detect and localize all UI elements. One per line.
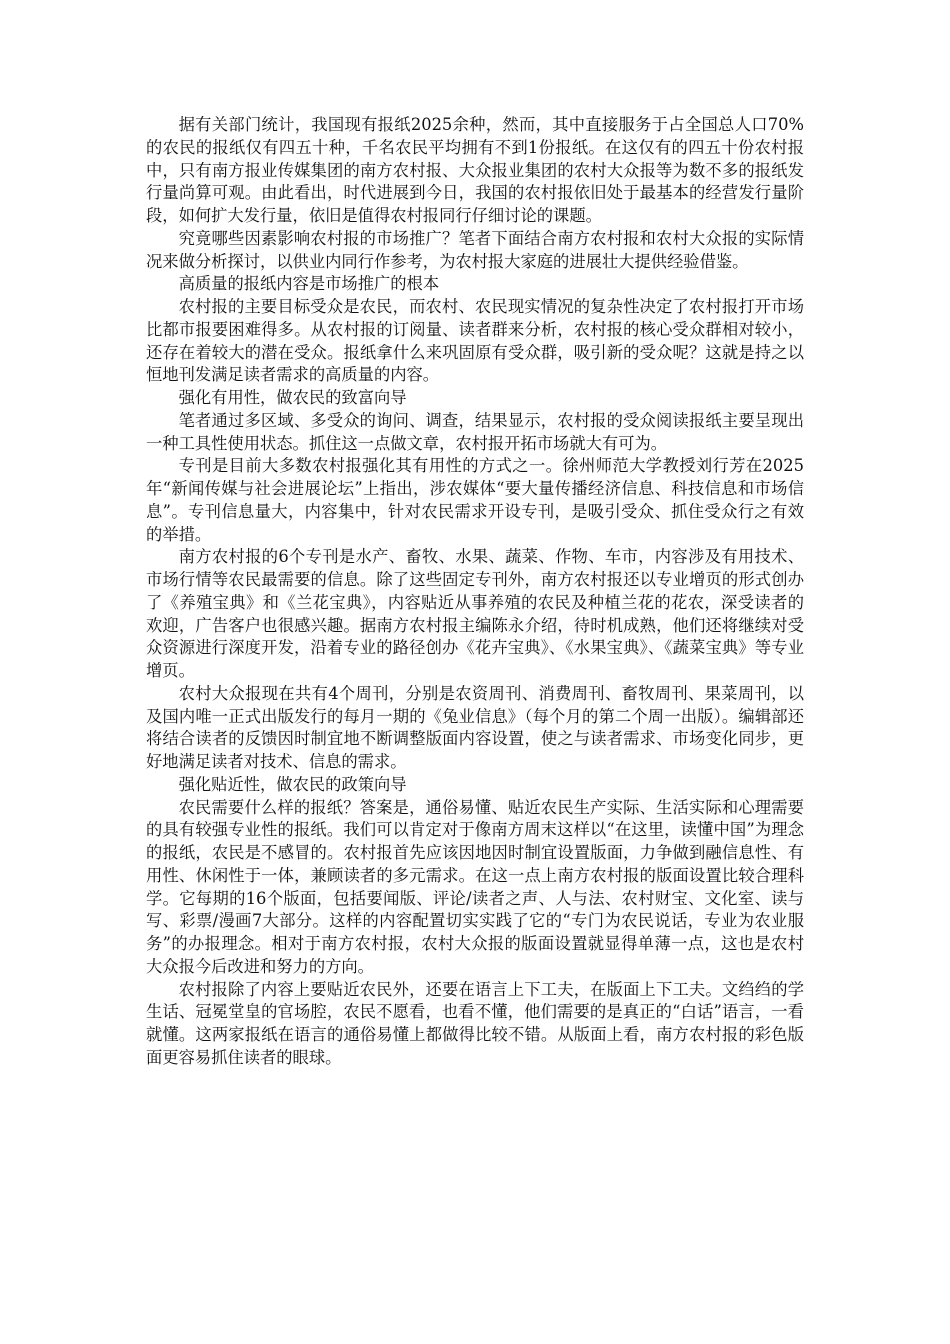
paragraph-layout-design: 农民需要什么样的报纸？答案是，通俗易懂、贴近农民生产实际、生活实际和心理需要的具有较强专业性的报纸。我们可以肯定对于像南方周末这样以“在这里，读懂中国”为理念的报纸，农民是不感冒的。农村报首先应该因地因时制宜设置版面，力争做到融信息性、有用性、休闲性于一体，兼顾读者的多元需求。在这一点上南方农村报的版面设置比较合理科学。它每期的16个版面，包括要闻版、评论/读者之声、人与法、农村财宝、文化室、读与写、彩票/漫画7大部分。这样的内容配置切实实践了它的“专门为农民说话，专业为农业服务”的办报理念。相对于南方农村报，农村大众报的版面设置就显得单薄一点，这也是农村大众报今后改进和努力的方向。	[146, 797, 804, 976]
paragraph-intro-statistics: 据有关部门统计，我国现有报纸2025余种，然而，其中直接服务于占全国总人口70%的农民的报纸仅有四五十种，千名农民平均拥有不到1份报纸。在这仅有的四五十份农村报中，只有南方报业传媒集团的南方农村报、大众报业集团的农村大众报等为数不多的报纸发行量尚算可观。由此看出，时代进展到今日，我国的农村报依旧处于最基本的经营发行量阶段，如何扩大发行量，依旧是值得农村报同行仔细讨论的课题。	[146, 115, 804, 225]
paragraph-target-audience: 农村报的主要目标受众是农民，而农村、农民现实情况的复杂性决定了农村报打开市场比都市报要困难得多。从农村报的订阅量、读者群来分析，农村报的核心受众群相对较小，还存在着较大的潜在受众。报纸拿什么来巩固原有受众群，吸引新的受众呢？这就是持之以恒地刊发满足读者需求的高质量的内容。	[146, 297, 804, 385]
document-body	[146, 114, 804, 1070]
section-heading-usefulness: 强化有用性，做农民的致富向导	[178, 388, 407, 407]
section-heading-relevance: 强化贴近性，做农民的政策向导	[178, 774, 407, 794]
paragraph-survey-results: 笔者通过多区域、多受众的询问、调查，结果显示，农村报的受众阅读报纸主要呈现出一种工具性使用状态。抓住这一点做文章，农村报开拓市场就大有可为。	[146, 410, 804, 453]
section-heading-quality-content: 高质量的报纸内容是市场推广的根本	[178, 274, 440, 294]
paragraph-special-issues: 专刊是目前大多数农村报强化其有用性的方式之一。徐州师范大学教授刘行芳在2025年“新闻传媒与社会进展论坛”上指出，涉农媒体“要大量传播经济信息、科技信息和市场信息”。专刊信息量大，内容集中，针对农民需求开设专刊，是吸引受众、抓住受众行之有效的举措。	[146, 456, 804, 544]
paragraph-language-style: 农村报除了内容上要贴近农民外，还要在语言上下工夫，在版面上下工夫。文绉绉的学生话、冠冕堂皇的官场腔，农民不愿看，也看不懂，他们需要的是真正的“白话”语言，一看就懂。这两家报纸在语言的通俗易懂上都做得比较不错。从版面上看，南方农村报的彩色版面更容易抓住读者的眼球。	[146, 979, 804, 1067]
paragraph-research-question: 究竟哪些因素影响农村报的市场推广？笔者下面结合南方农村报和农村大众报的实际情况来做分析探讨，以供业内同行作参考，为农村报大家庭的进展壮大提供经验借鉴。	[146, 228, 804, 271]
paragraph-nanfang-specials: 南方农村报的6个专刊是水产、畜牧、水果、蔬菜、作物、车市，内容涉及有用技术、市场行情等农民最需要的信息。除了这些固定专刊外，南方农村报还以专业增页的形式创办了《养殖宝典》和《兰花宝典》，内容贴近从事养殖的农民及种植兰花的花农，深受读者的欢迎，广告客户也很感兴趣。据南方农村报主编陈永介绍，待时机成熟，他们还将继续对受众资源进行深度开发，沿着专业的路径创办《花卉宝典》、《水果宝典》、《蔬菜宝典》等专业增页。	[146, 547, 804, 680]
paragraph-dazhong-weeklies: 农村大众报现在共有4个周刊，分别是农资周刊、消费周刊、畜牧周刊、果菜周刊，以及国内唯一正式出版发行的每月一期的《兔业信息》（每个月的第二个周一出版）。编辑部还将结合读者的反馈因时制宜地不断调整版面内容设置，使之与读者需求、市场变化同步，更好地满足读者对技术、信息的需求。	[146, 683, 804, 771]
